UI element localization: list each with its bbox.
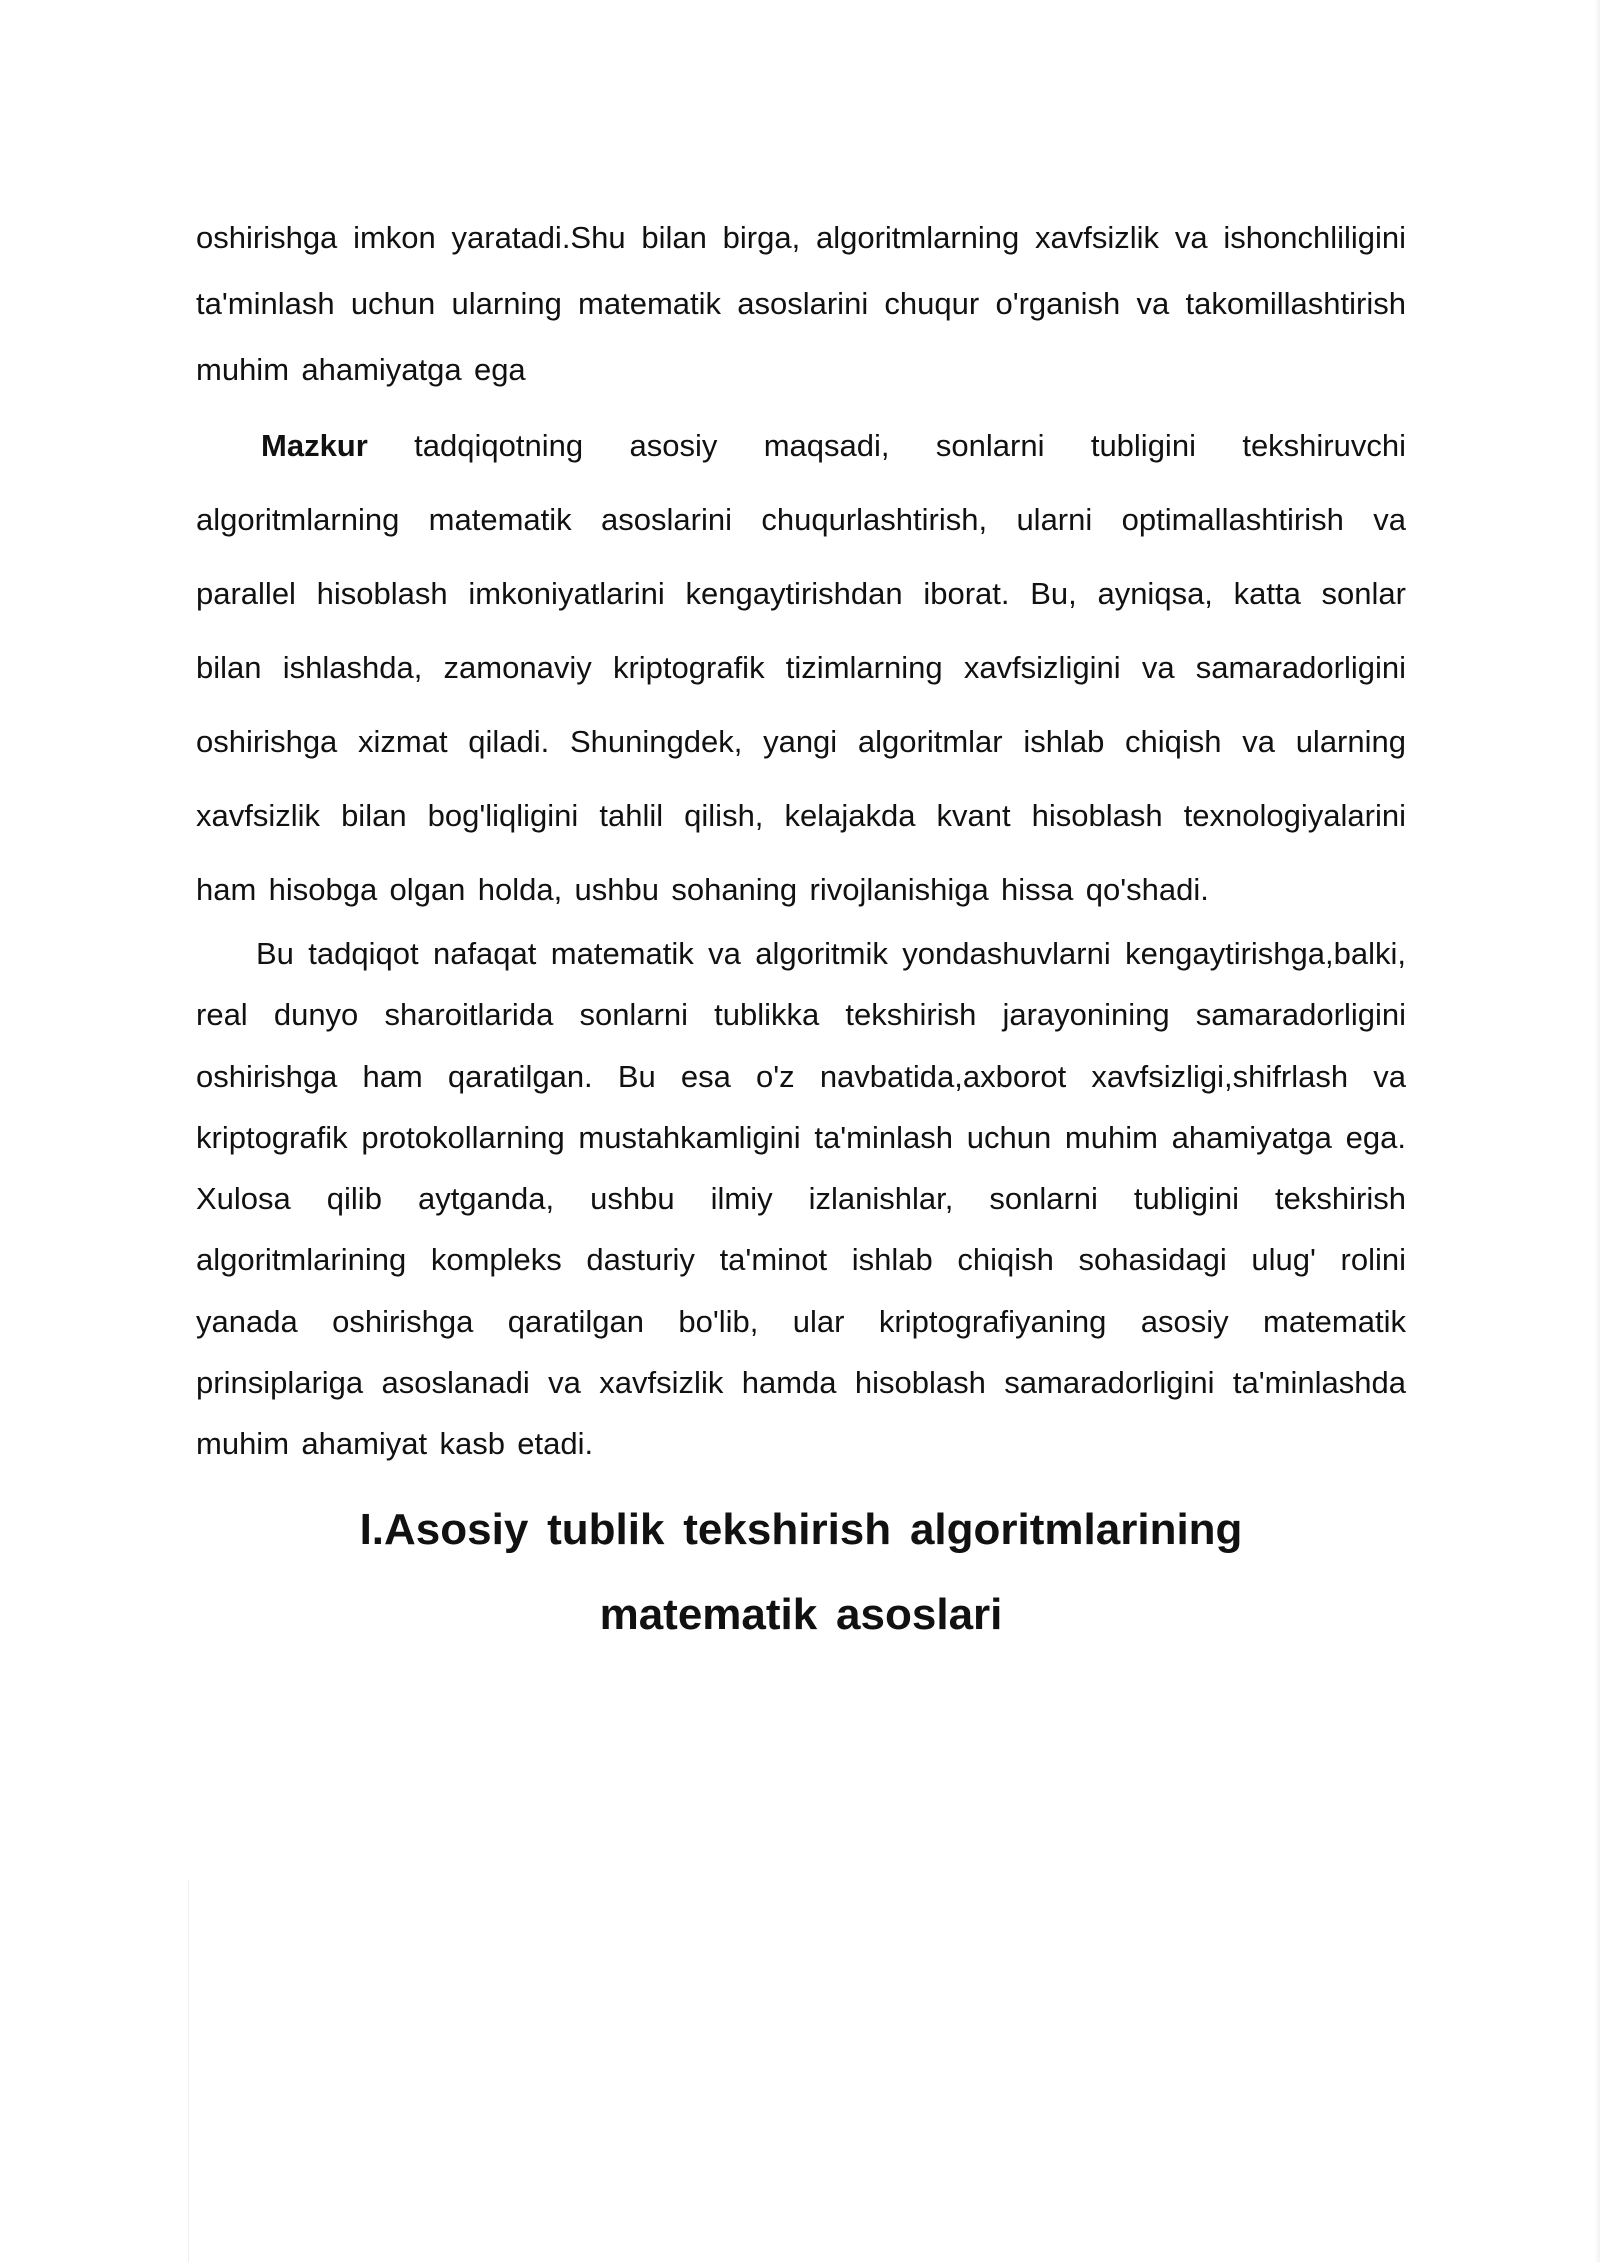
- document-body: [196, 205, 1406, 1657]
- section-heading: [196, 1487, 1406, 1657]
- paragraph-2-text: tadqiqotning asosiy maqsadi, sonlarni tubligini tekshiruvchi algoritmlarning matematik asoslarini chuqurlashtirish, ularni optimallashtirish va parallel hisoblash imkoniyatlarini kengaytirishdan iborat. Bu, ayniqsa, katta sonlar bilan ishlashda, zamonaviy kriptografik tizimlarning xavfsizligini va samaradorligini oshirishga xizmat qiladi. Shuningdek, yangi algoritmlar ishlab chiqish va ularning xavfsizlik bilan bog'liqligini tahlil qilish, kelajakda kvant hisoblash texnologiyalarini ham hisobga olgan holda, ushbu sohaning rivojlanishiga hissa qo'shadi.: [196, 428, 1406, 907]
- section-heading-line-1: I.Asosiy tublik tekshirish algoritmlarining: [359, 1504, 1243, 1554]
- paragraph-3: Bu tadqiqot nafaqat matematik va algoritmik yondashuvlarni kengaytirishga,balki, real dunyo sharoitlarida sonlarni tublikka tekshirish jarayonining samaradorligini oshirishga ham qaratilgan. Bu esa o'z navbatida,axborot xavfsizligi,shifrlash va kriptografik protokollarning mustahkamligini ta'minlash uchun muhim ahamiyatga ega. Xulosa qilib aytganda, ushbu ilmiy izlanishlar, sonlarni tubligini tekshirish algoritmlarining kompleks dasturiy ta'minot ishlab chiqish sohasidagi ulug' rolini yanada oshirishga qaratilgan bo'lib, ular kriptografiyaning asosiy matematik prinsiplariga asoslanadi va xavfsizlik hamda hisoblash samaradorligini ta'minlashda muhim ahamiyat kasb etadi.: [196, 936, 1406, 1462]
- section-heading-line-2: matematik asoslari: [599, 1589, 1003, 1639]
- paragraph-2: [196, 409, 1406, 927]
- paragraph-1: oshirishga imkon yaratadi.Shu bilan birga, algoritmlarning xavfsizlik va ishonchliligini ta'minlash uchun ularning matematik asoslarini chuqur o'rganish va takomillashtirish muhim ahamiyatga ega: [196, 220, 1406, 387]
- paragraph-2-lead-word: Mazkur: [261, 428, 368, 463]
- page-right-edge: [1594, 0, 1600, 2262]
- page-edge-line: [188, 1880, 189, 2262]
